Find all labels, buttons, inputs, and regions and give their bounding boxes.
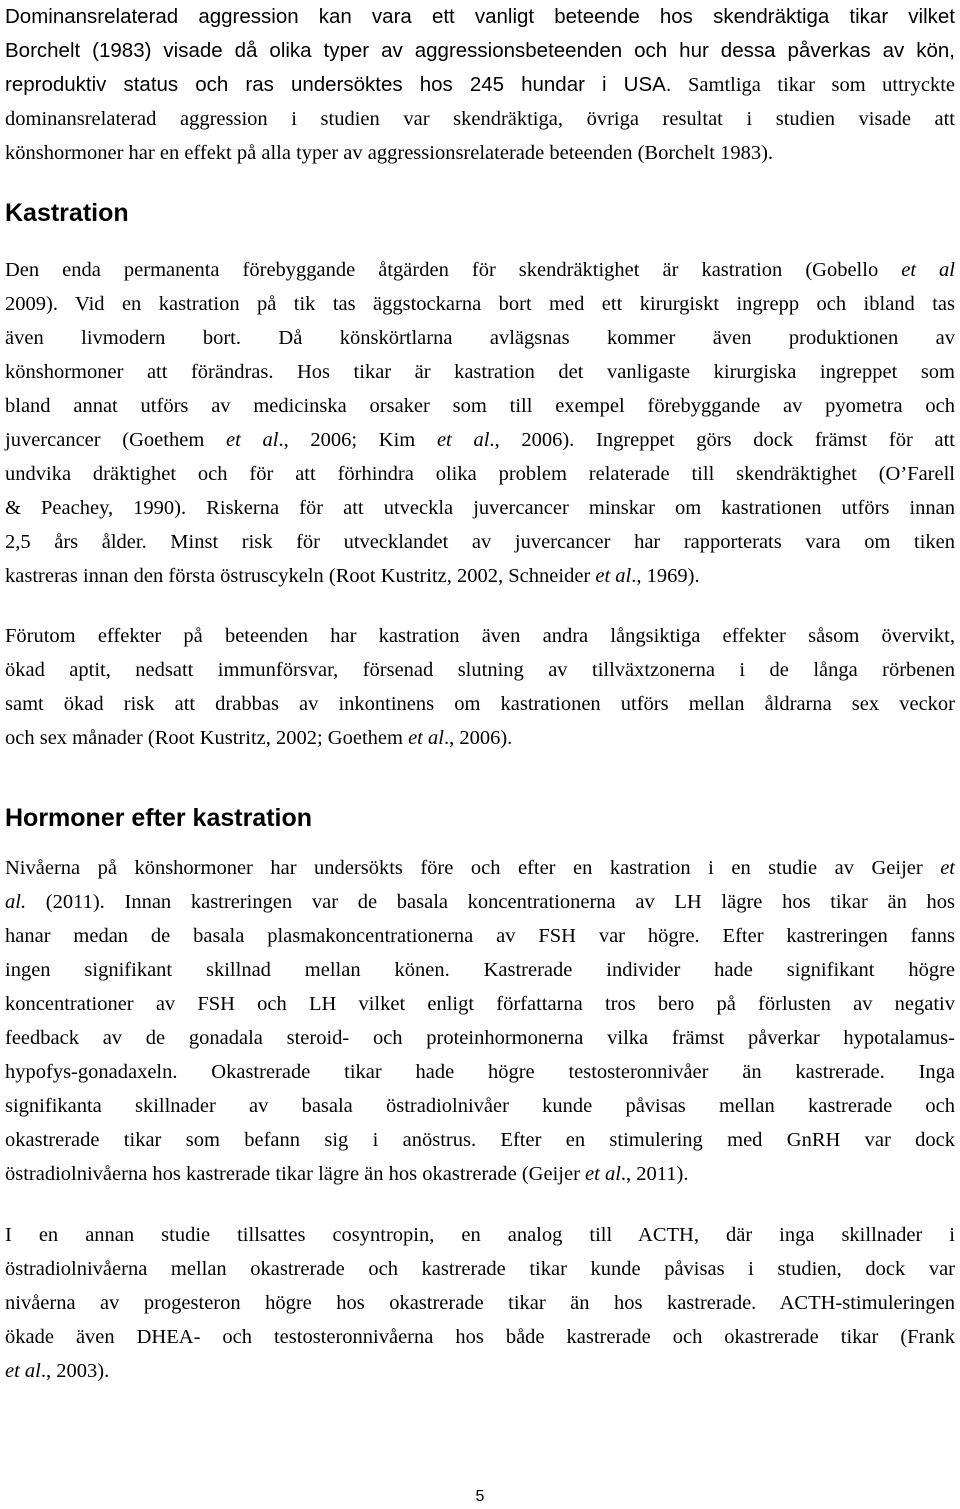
text-line: okastrerade tikar som befann sig i anöstrus. Efter en stimulering med GnRH var dock [5,1129,955,1151]
text-line [5,68,955,102]
text-run: kastreras innan den första östruscykeln (Root Kustritz, 2002, Schneider [5,565,591,587]
section-heading: Kastration [5,199,129,227]
text-line: hypofys-gonadaxeln. Okastrerade tikar hade högre testosteronnivåer än kastrerade. Inga [5,1061,955,1083]
text-run: ., 2006; Kim [278,429,416,451]
text-line: & Peachey, 1990). Riskerna för att utveckla juvercancer minskar om kastrationen utförs innan [5,497,955,519]
italic-run: et al [436,429,490,451]
italic-run: et al [408,727,444,749]
text-line [5,253,955,287]
text-line: Förutom effekter på beteenden har kastration även andra långsiktiga effekter såsom övervikt, [5,625,955,647]
italic-run: et al [595,565,632,587]
italic-run: et al [5,1360,41,1382]
text-line [5,885,955,919]
kastration-paragraph-2 [5,619,955,755]
text-line: Borchelt (1983) visade då olika typer av aggressionsbeteenden och hur dessa påverkas av kön, [5,39,955,62]
text-run: östradiolnivåerna hos kastrerade tikar lägre än hos okastrerade (Geijer [5,1163,580,1185]
italic-run: et al [585,1163,621,1185]
text-line: koncentrationer av FSH och LH vilket enligt författarna tros bero på förlusten av negativ [5,993,955,1015]
text-line: även livmodern bort. Då könskörtlarna avlägsnas kommer även produktionen av [5,327,955,349]
page-number: 5 [475,1488,485,1505]
text-run: (2011). Innan kastreringen var de basala koncentrationerna av LH lägre hos tikar än hos [45,891,956,913]
text-line: 2,5 års ålder. Minst risk för utvecklandet av juvercancer har rapporterats vara om tiken [5,531,955,553]
text-line: I en annan studie tillsattes cosyntropin, en analog till ACTH, där inga skillnader i [5,1224,955,1246]
text-line: 2009). Vid en kastration på tik tas äggstockarna bort med ett kirurgiskt ingrepp och ibland tas [5,293,955,315]
text-line [5,1157,955,1191]
text-line [5,721,955,755]
text-line: ingen signifikant skillnad mellan könen. Kastrerade individer hade signifikant högre [5,959,955,981]
text-run: ., 2003). [40,1360,110,1382]
text-run: ., 2006). Ingreppet görs dock främst för att [489,429,955,451]
italic-run: et al [901,259,956,281]
text-line: undvika dräktighet och för att förhindra olika problem relaterade till skendräktighet (O’Farell [5,463,955,485]
kastration-paragraph-1 [5,253,955,593]
text-run: ., 2011). [620,1163,689,1185]
text-run: Nivåerna på könshormoner har undersökts före och efter en kastration i en studie av Geijer [5,857,923,879]
text-run: Samtliga tikar som uttryckte [688,74,956,96]
italic-run: et [940,857,955,879]
text-run: reproduktiv status och ras undersöktes hos 245 hundar i USA. [5,73,672,96]
text-line: feedback av de gonadala steroid- och proteinhormonerna vilka främst påverkar hypotalamus- [5,1027,955,1049]
text-line [5,559,955,593]
section-heading: Hormoner efter kastration [5,804,313,832]
text-line: Dominansrelaterad aggression kan vara ett vanligt beteende hos skendräktiga tikar vilket [5,5,955,28]
text-line [5,851,955,885]
hormoner-paragraph-2 [5,1218,955,1388]
text-run: Den enda permanenta förebyggande åtgärden för skendräktighet är kastration (Gobello [5,259,879,281]
text-run: och sex månader (Root Kustritz, 2002; Goethem [5,727,403,749]
text-line [5,1354,955,1388]
text-line [5,423,955,457]
text-line: hanar medan de basala plasmakoncentrationerna av FSH var högre. Efter kastreringen fanns [5,925,955,947]
text-line: könshormoner att förändras. Hos tikar är kastration det vanligaste kirurgiska ingreppet som [5,361,955,383]
text-line: östradiolnivåerna mellan okastrerade och kastrerade tikar kunde påvisas i studien, dock var [5,1258,955,1280]
italic-run: et al [225,429,279,451]
intro-paragraph [5,0,955,170]
text-line: bland annat utförs av medicinska orsaker som till exempel förebyggande av pyometra och [5,395,955,417]
text-line: samt ökad risk att drabbas av inkontinens om kastrationen utförs mellan åldrarna sex veckor [5,693,955,715]
hormoner-paragraph-1 [5,851,955,1191]
text-line: dominansrelaterad aggression i studien var skendräktiga, övriga resultat i studien visade att [5,108,955,130]
text-line: nivåerna av progesteron högre hos okastrerade tikar än hos kastrerade. ACTH-stimuleringen [5,1292,955,1314]
text-line: ökade även DHEA- och testosteronnivåerna hos både kastrerade och okastrerade tikar (Frank [5,1326,955,1348]
text-line: signifikanta skillnader av basala östradiolnivåer kunde påvisas mellan kastrerade och [5,1095,955,1117]
text-line: könshormoner har en effekt på alla typer av aggressionsrelaterade beteenden (Borchelt 1983). [5,142,774,164]
text-run: ., 1969). [631,565,700,587]
text-run: ., 2006). [443,727,513,749]
text-line: ökad aptit, nedsatt immunförsvar, försenad slutning av tillväxtzonerna i de långa rörbenen [5,659,955,681]
italic-run: al. [5,891,27,913]
text-run: juvercancer (Goethem [5,429,205,451]
